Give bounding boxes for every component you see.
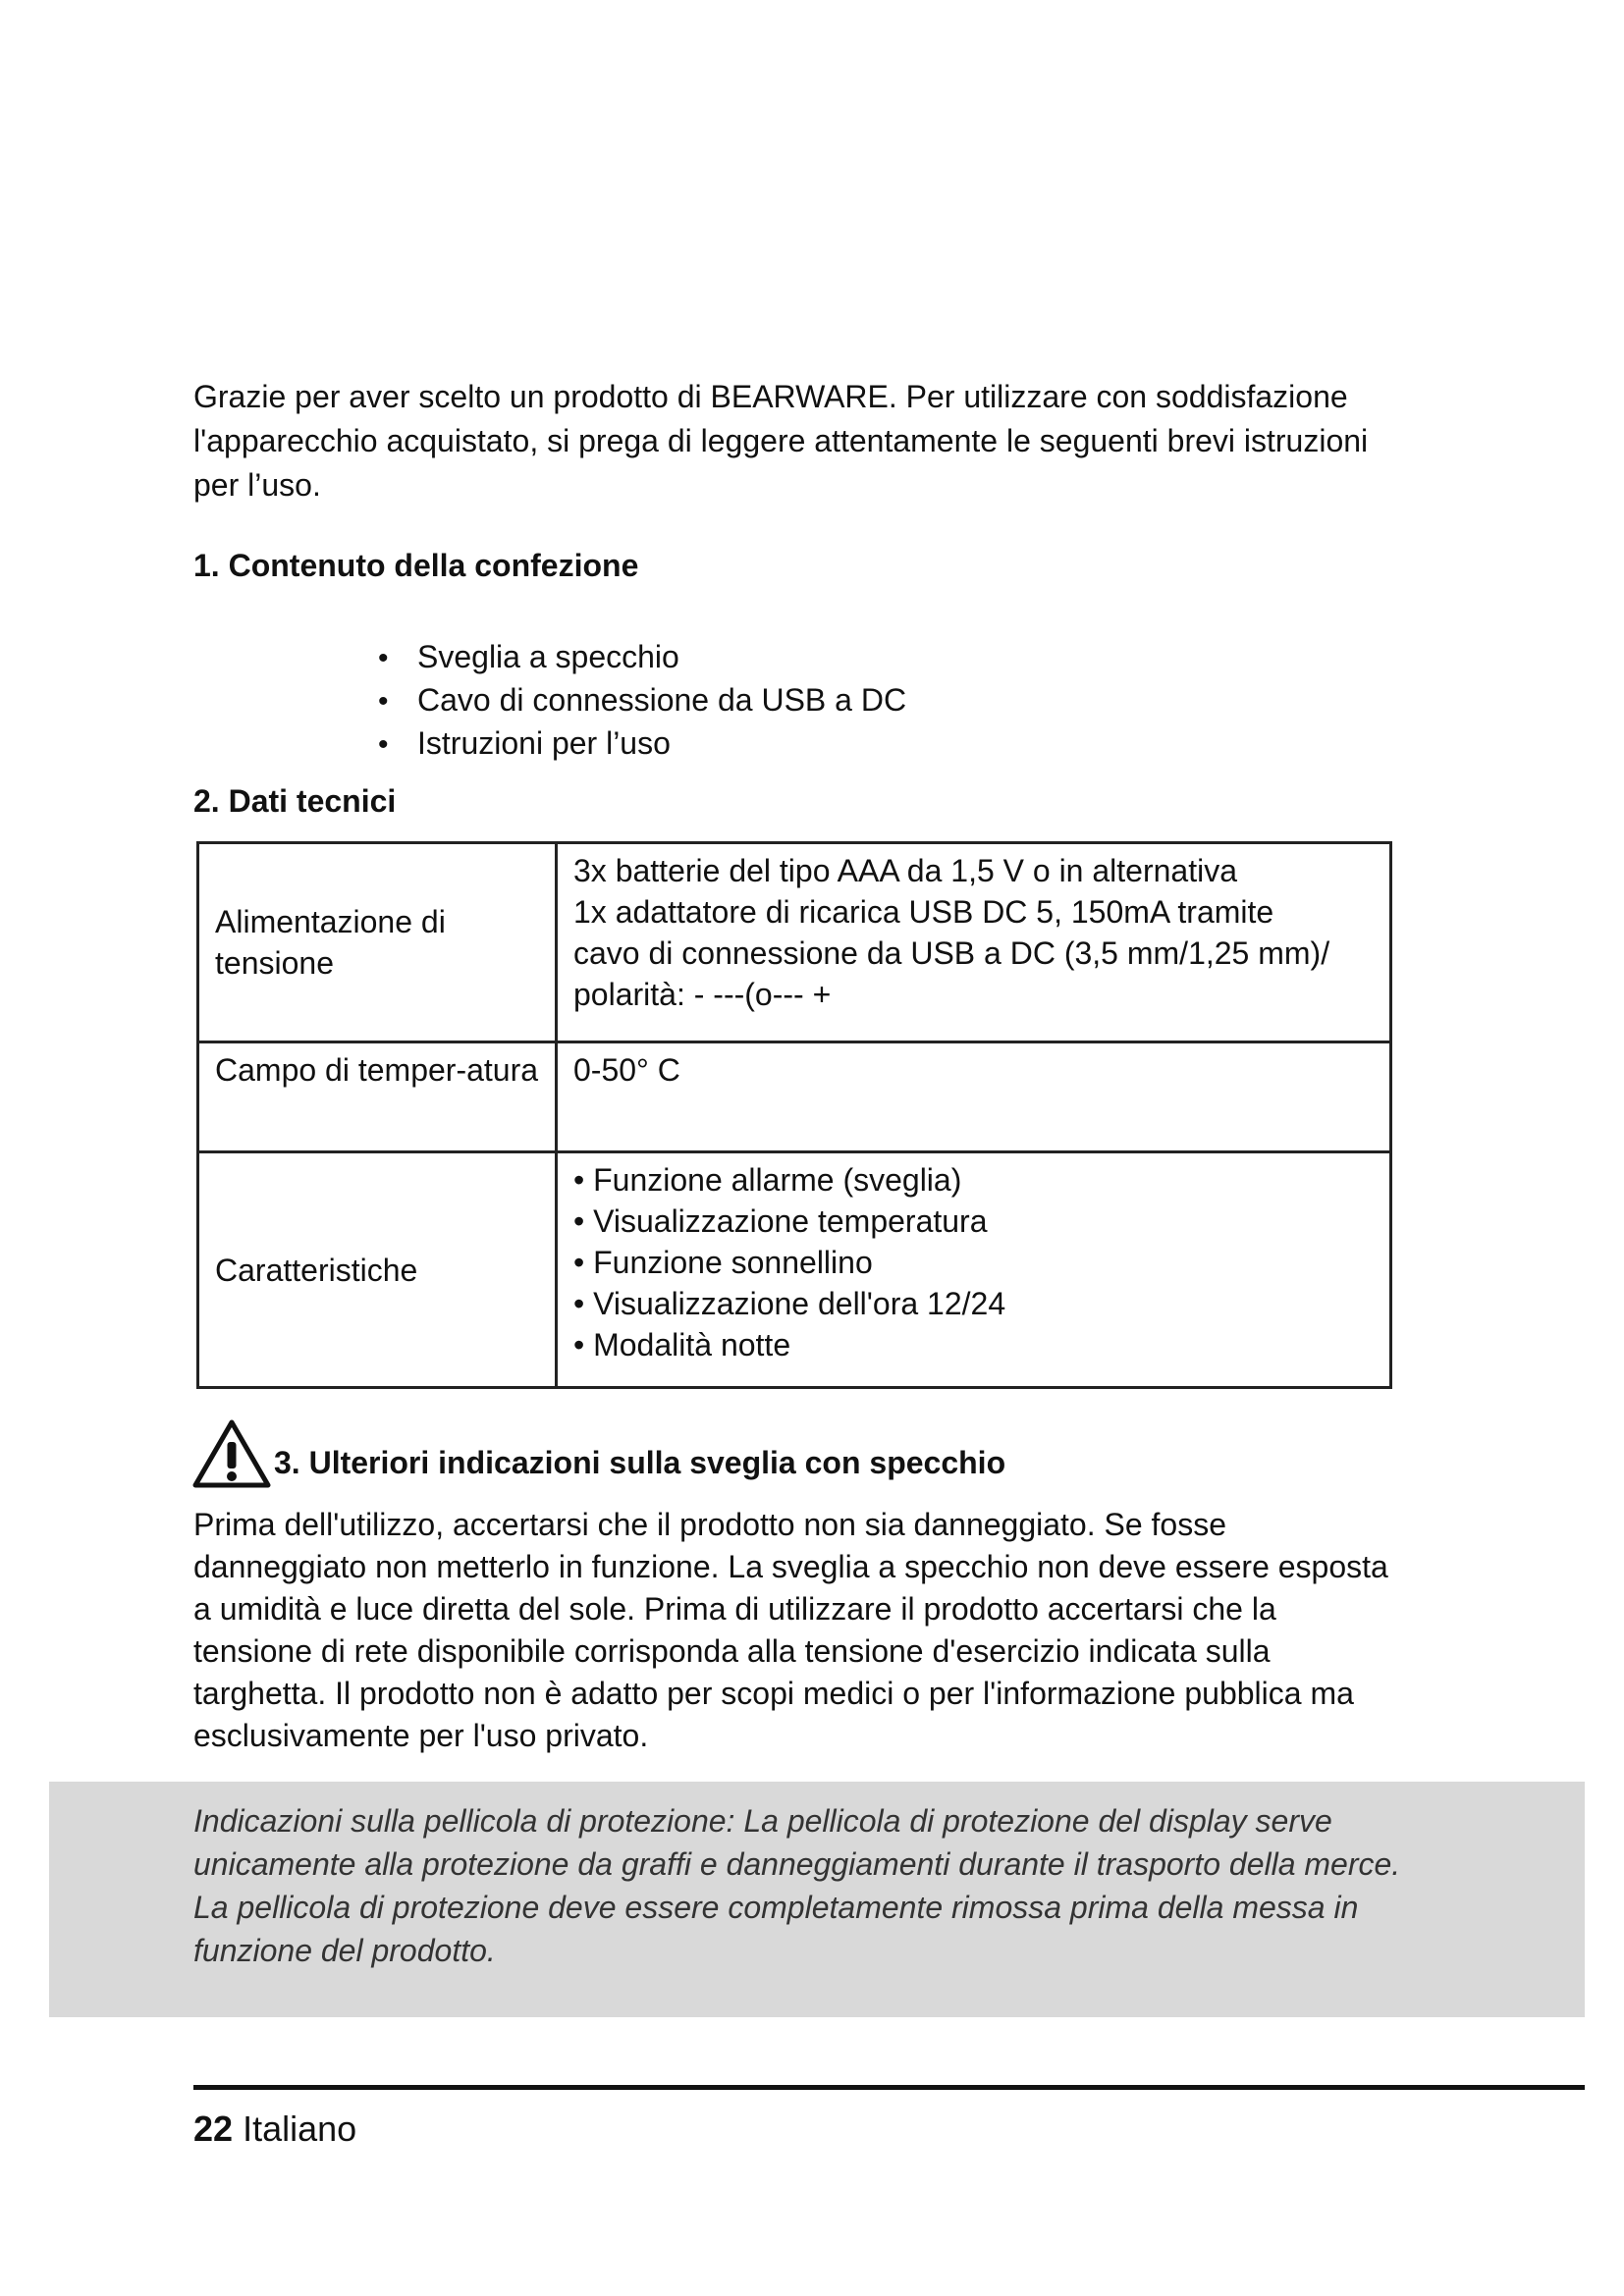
table-row-label: Alimentazione di tensione bbox=[198, 843, 557, 1042]
value-line: • Modalità notte bbox=[573, 1327, 791, 1362]
value-line: • Funzione allarme (sveglia) bbox=[573, 1162, 962, 1198]
value-line: 0-50° C bbox=[573, 1052, 680, 1088]
value-line: • Visualizzazione dell'ora 12/24 bbox=[573, 1286, 1006, 1321]
table-row-value bbox=[557, 843, 1391, 1042]
table-row-value bbox=[557, 1042, 1391, 1152]
value-line: 1x adattatore di ricarica USB DC 5, 150mA tramite bbox=[573, 894, 1274, 930]
value-line: cavo di connessione da USB a DC (3,5 mm/1,25 mm)/ bbox=[573, 935, 1330, 971]
table-row-label: Caratteristiche bbox=[198, 1152, 557, 1388]
footer-divider bbox=[193, 2085, 1585, 2090]
technical-data-table bbox=[196, 841, 1392, 1389]
page-footer bbox=[193, 2109, 356, 2150]
section-heading-warnings: 3. Ulteriori indicazioni sulla sveglia con specchio bbox=[274, 1445, 1006, 1480]
protective-film-note: Indicazioni sulla pellicola di protezione: La pellicola di protezione del display serve unicamente alla protezione da graffi e danneggiamenti durante il trasporto della merce. La pellicola di protezione deve essere completamente rimossa prima della messa in funzione del prodotto. bbox=[193, 1803, 1401, 1968]
warning-triangle-icon bbox=[191, 1418, 272, 1489]
value-line: • Funzione sonnellino bbox=[573, 1245, 873, 1280]
contents-list bbox=[378, 636, 906, 766]
footer-language: Italiano bbox=[243, 2109, 357, 2149]
list-item: • Cavo di connessione da USB a DC bbox=[378, 679, 906, 722]
table-row-label: Campo di temper-atura bbox=[198, 1042, 557, 1152]
value-line: 3x batterie del tipo AAA da 1,5 V o in alternativa bbox=[573, 853, 1237, 888]
section-heading-contents: 1. Contenuto della confezione bbox=[193, 548, 639, 583]
list-item: • Istruzioni per l’uso bbox=[378, 722, 906, 766]
value-line: • Visualizzazione temperatura bbox=[573, 1203, 988, 1239]
warning-heading-row bbox=[191, 1418, 1005, 1489]
list-item: • Sveglia a specchio bbox=[378, 636, 906, 679]
table-row bbox=[198, 843, 1391, 1042]
table-row-value bbox=[557, 1152, 1391, 1388]
warnings-paragraph: Prima dell'utilizzo, accertarsi che il prodotto non sia danneggiato. Se fosse danneggiato non metterlo in funzione. La sveglia a specchio non deve essere esposta a umidità e luce diretta del sole. Prima di utilizzare il prodotto accertarsi che la tensione di rete disponibile corrisponda alla tensione d'esercizio indicata sulla targhetta. Il prodotto non è adatto per scopi medici o per l'informazione pubblica ma esclusivamente per l'uso privato. bbox=[193, 1507, 1388, 1753]
value-line: polarità: - ---(o--- + bbox=[573, 977, 832, 1012]
section-heading-technical-data: 2. Dati tecnici bbox=[193, 783, 397, 819]
intro-paragraph: Grazie per aver scelto un prodotto di BEARWARE. Per utilizzare con soddisfazione l'apparecchio acquistato, si prega di leggere attentamente le seguenti brevi istruzioni per l’uso. bbox=[193, 379, 1369, 503]
page-number: 22 bbox=[193, 2109, 234, 2149]
table-row bbox=[198, 1152, 1391, 1388]
table-row bbox=[198, 1042, 1391, 1152]
